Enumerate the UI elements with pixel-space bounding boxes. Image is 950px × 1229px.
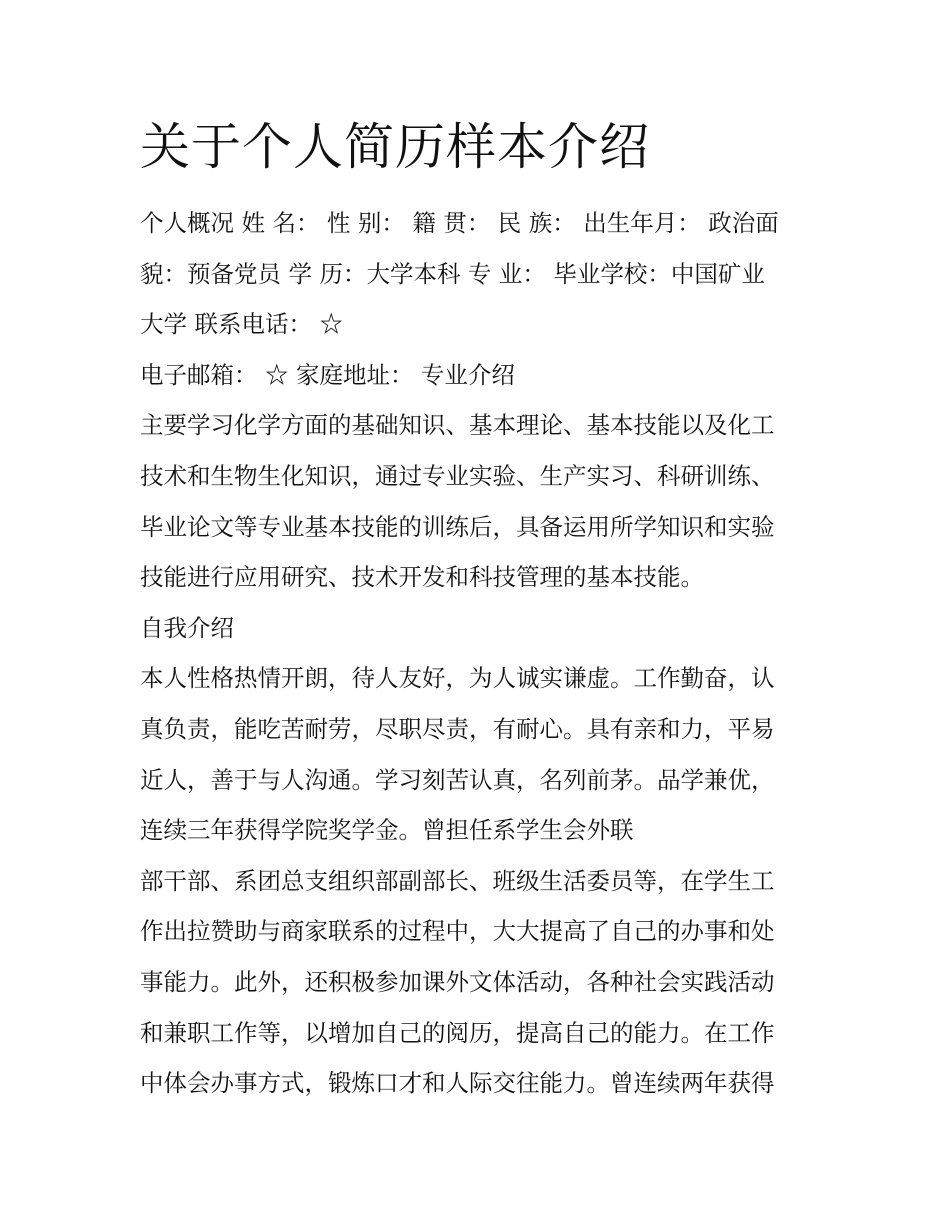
text-line: 部干部、系团总支组织部副部长、班级生活委员等，在学生工: [140, 866, 775, 895]
document-body: [140, 198, 820, 1109]
text-line: 和兼职工作等，以增加自己的阅历，提高自己的能力。在工作: [140, 1018, 775, 1047]
text-line: 真负责，能吃苦耐劳，尽职尽责，有耐心。具有亲和力，平易: [140, 714, 775, 743]
text-line: 技术和生物生化知识，通过专业实验、生产实习、科研训练、: [140, 461, 775, 490]
text-line: 本人性格热情开朗，待人友好，为人诚实谦虚。工作勤奋，认: [140, 664, 775, 693]
text-line: 连续三年获得学院奖学金。曾担任系学生会外联: [140, 816, 634, 845]
document-title: 关于个人简历样本介绍: [140, 118, 650, 176]
text-line: 作出拉赞助与商家联系的过程中，大大提高了自己的办事和处: [140, 917, 775, 946]
text-line: 毕业论文等专业基本技能的训练后，具备运用所学知识和实验: [140, 512, 775, 541]
text-line: 个人概况 姓 名： 性 别： 籍 贯： 民 族： 出生年月： 政治面: [140, 209, 779, 237]
text-line: 大学 联系电话： ☆: [140, 310, 343, 339]
text-line: 貌：预备党员 学 历：大学本科 专 业： 毕业学校：中国矿业: [140, 259, 765, 288]
text-line: 事能力。此外，还积极参加课外文体活动，各种社会实践活动: [140, 967, 775, 996]
text-line: 近人，善于与人沟通。学习刻苦认真，名列前茅。品学兼优，: [140, 765, 775, 794]
text-line: 技能进行应用研究、技术开发和科技管理的基本技能。: [140, 563, 704, 592]
text-line: 电子邮箱： ☆ 家庭地址： 专业介绍: [140, 360, 515, 389]
section-heading-self-intro: 自我介绍: [140, 613, 234, 642]
text-line: 中体会办事方式，锻炼口才和人际交往能力。曾连续两年获得: [140, 1069, 775, 1098]
text-line: 主要学习化学方面的基础知识、基本理论、基本技能以及化工: [140, 411, 775, 440]
